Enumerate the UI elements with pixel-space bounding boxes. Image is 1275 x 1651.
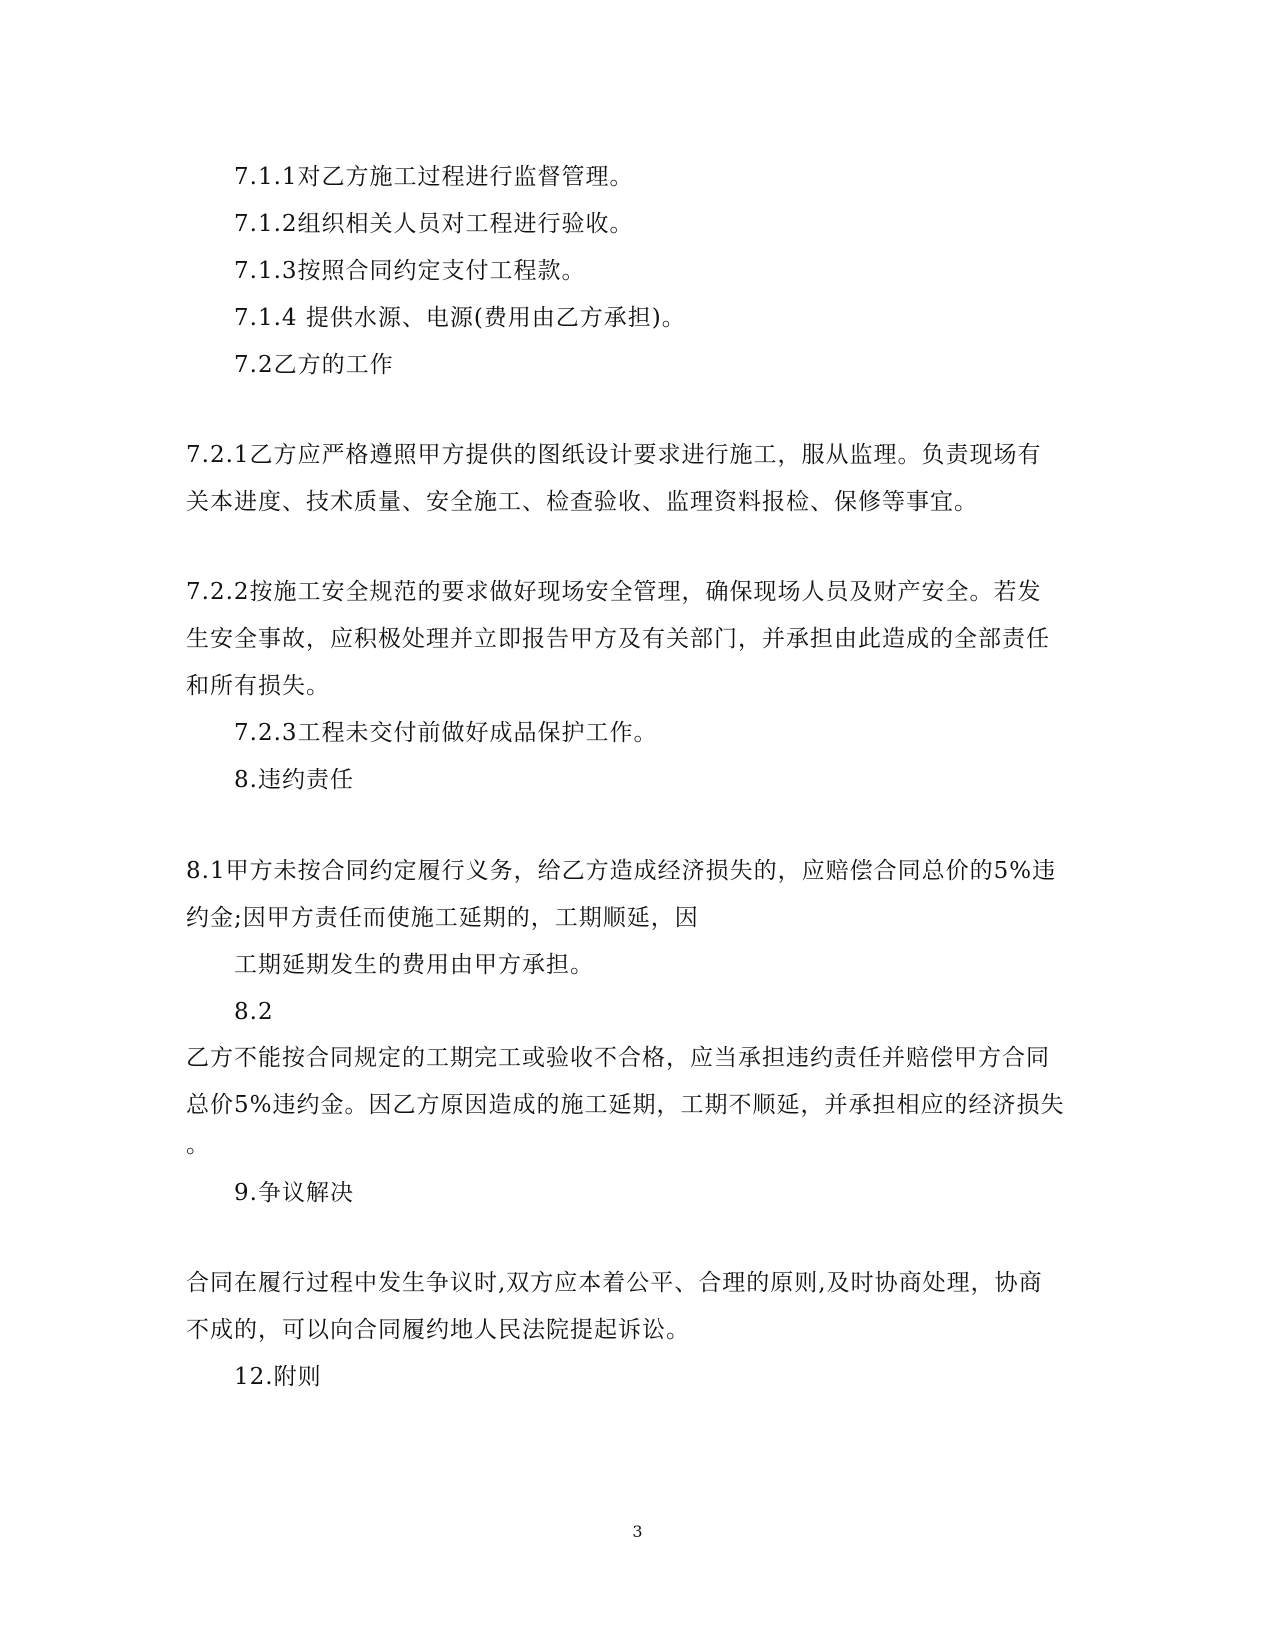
clause-9-line1: 合同在履行过程中发生争议时,双方应本着公平、合理的原则,及时协商处理，协商 xyxy=(186,1270,1043,1296)
clause-9-line2: 不成的，可以向合同履约地人民法院提起诉讼。 xyxy=(186,1317,690,1343)
clause-7-2-2-line3: 和所有损失。 xyxy=(186,673,330,699)
clause-7-1-3: 7.1.3按照合同约定支付工程款。 xyxy=(234,258,586,284)
heading-7-2: 7.2乙方的工作 xyxy=(234,352,394,378)
clause-7-2-2-line1: 7.2.2按施工安全规范的要求做好现场安全管理，确保现场人员及财产安全。若发 xyxy=(186,579,1042,605)
heading-9: 9.争议解决 xyxy=(234,1180,354,1206)
clause-7-2-2-line2: 生安全事故，应积极处理并立即报告甲方及有关部门，并承担由此造成的全部责任 xyxy=(186,626,1050,652)
clause-8-2-line3: 。 xyxy=(186,1132,210,1158)
clause-7-1-2: 7.1.2组织相关人员对工程进行验收。 xyxy=(234,211,634,237)
clause-8-1-line1: 8.1甲方未按合同约定履行义务，给乙方造成经济损失的，应赔偿合同总价的5%违 xyxy=(186,858,1057,884)
clause-8-2-line2: 总价5%违约金。因乙方原因造成的施工延期，工期不顺延，并承担相应的经济损失 xyxy=(186,1092,1065,1118)
clause-7-2-1-line2: 关本进度、技术质量、安全施工、检查验收、监理资料报检、保修等事宜。 xyxy=(186,489,978,515)
heading-12: 12.附则 xyxy=(234,1364,322,1390)
clause-7-2-1-line1: 7.2.1乙方应严格遵照甲方提供的图纸设计要求进行施工，服从监理。负责现场有 xyxy=(186,442,1042,468)
clause-7-2-3: 7.2.3工程未交付前做好成品保护工作。 xyxy=(234,720,658,746)
clause-7-1-1: 7.1.1对乙方施工过程进行监督管理。 xyxy=(234,164,634,190)
clause-8-2-number: 8.2 xyxy=(234,999,274,1025)
clause-8-1-line2: 约金;因甲方责任而使施工延期的，工期顺延，因 xyxy=(186,905,699,931)
clause-7-1-4: 7.1.4 提供水源、电源(费用由乙方承担)。 xyxy=(234,305,686,331)
clause-8-1-line3: 工期延期发生的费用由甲方承担。 xyxy=(234,952,594,978)
page-number: 3 xyxy=(632,1522,643,1541)
heading-8: 8.违约责任 xyxy=(234,767,354,793)
clause-8-2-line1: 乙方不能按合同规定的工期完工或验收不合格，应当承担违约责任并赔偿甲方合同 xyxy=(186,1045,1050,1071)
